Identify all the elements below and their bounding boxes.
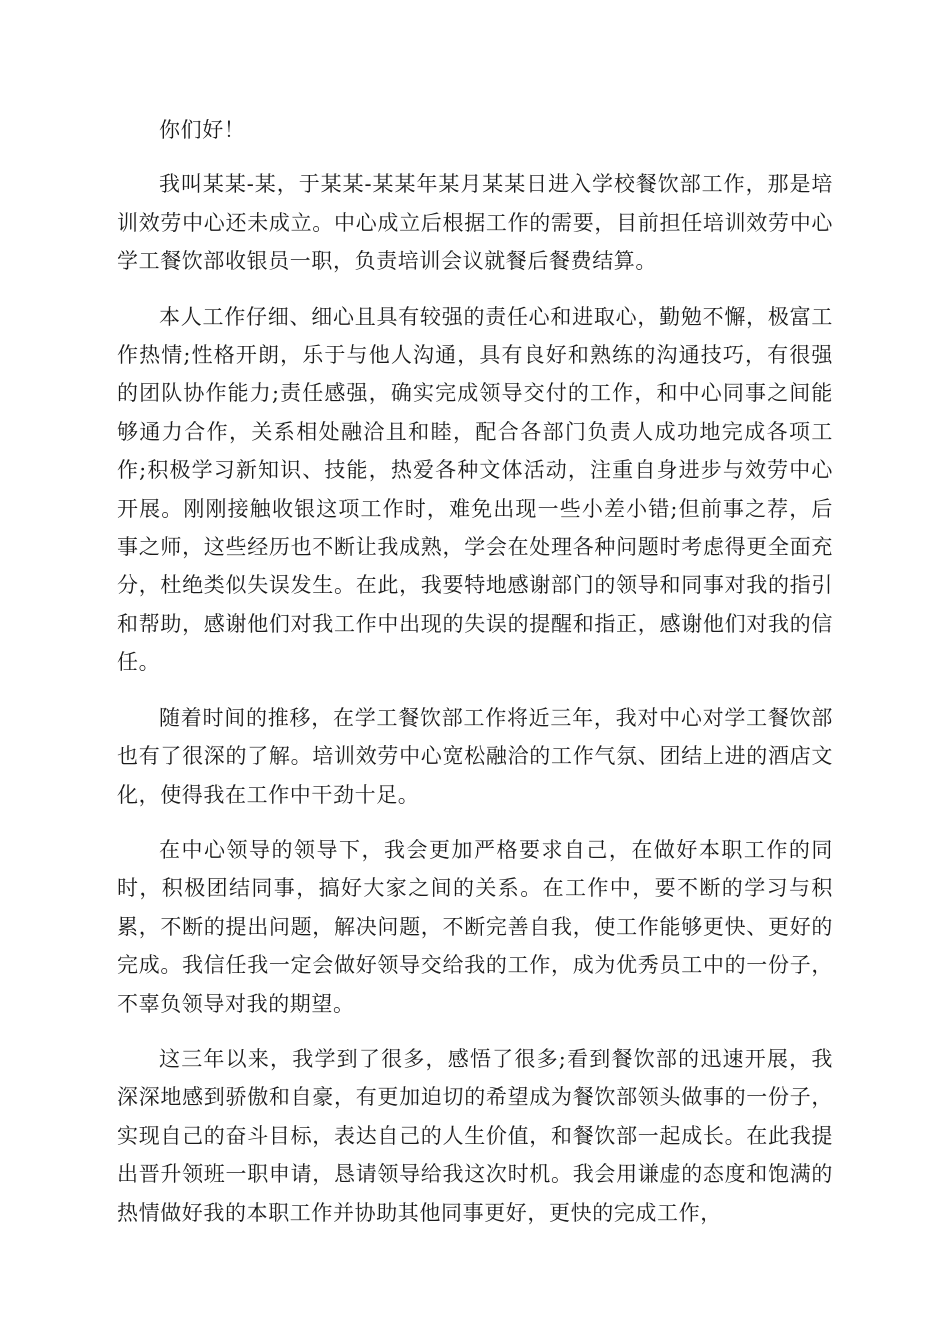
paragraph-commitment: 在中心领导的领导下，我会更加严格要求自己，在做好本职工作的同时，积极团结同事，搞好大家之间的关系。在工作中，要不断的学习与积累，不断的提出问题，解决问题，不断完善自我，使工作能够更快、更好的完成。我信任我一定会做好领导交给我的工作，成为优秀员工中的一份子，不辜负领导对我的期望。 [117, 837, 833, 1016]
greeting: 你们好！ [159, 118, 246, 142]
paragraph-self-assessment: 本人工作仔细、细心且具有较强的责任心和进取心，勤勉不懈，极富工作热情;性格开朗，乐于与他人沟通，具有良好和熟练的沟通技巧，有很强的团队协作能力;责任感强，确实完成领导交付的工作，和中心同事之间能够通力合作，关系相处融洽且和睦，配合各部门负责人成功地完成各项工作;积极学习新知识、技能，热爱各种文体活动，注重自身进步与效劳中心开展。刚刚接触收银这项工作时，难免出现一些小差小错;但前事之荐，后事之师，这些经历也不断让我成熟，学会在处理各种问题时考虑得更全面充分，杜绝类似失误发生。在此，我要特地感谢部门的领导和同事对我的指引和帮助，感谢他们对我工作中出现的失误的提醒和指正，感谢他们对我的信任。 [117, 304, 833, 675]
letter-body [117, 111, 833, 1249]
paragraph-introduction: 我叫某某-某，于某某-某某年某月某某日进入学校餐饮部工作，那是培训效劳中心还未成立。中心成立后根据工作的需要，目前担任培训效劳中心学工餐饮部收银员一职，负责培训会议就餐后餐费结算。 [117, 172, 833, 274]
paragraph-application: 这三年以来，我学到了很多，感悟了很多;看到餐饮部的迅速开展，我深深地感到骄傲和自豪，有更加迫切的希望成为餐饮部领头做事的一份子，实现自己的奋斗目标，表达自己的人生价值，和餐饮部一起成长。在此我提出晋升领班一职申请，恳请领导给我这次时机。我会用谦虚的态度和饱满的热情做好我的本职工作并协助其他同事更好，更快的完成工作， [117, 1046, 833, 1225]
paragraph-understanding: 随着时间的推移，在学工餐饮部工作将近三年，我对中心对学工餐饮部也有了很深的了解。培训效劳中心宽松融洽的工作气氛、团结上进的酒店文化，使得我在工作中干劲十足。 [117, 705, 833, 807]
